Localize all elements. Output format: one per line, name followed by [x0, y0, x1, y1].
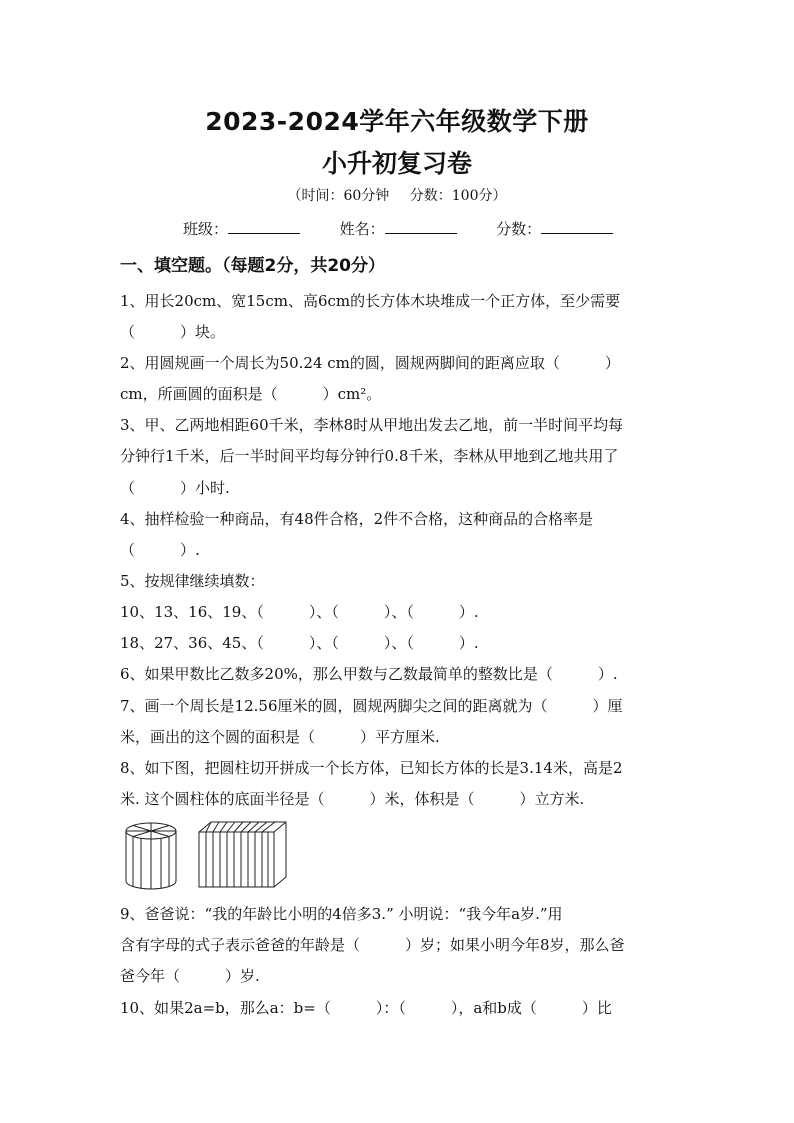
cylinder-to-cuboid-figure: [124, 820, 294, 896]
question-line: 3、甲、乙两地相距60千米，李林8时从甲地出发去乙地，前一半时间平均每: [120, 416, 624, 434]
question-line: 分钟行1千米，后一半时间平均每分钟行0.8千米，李林从甲地到乙地共用了: [120, 447, 619, 465]
exam-time: （时间：60分钟: [287, 188, 390, 204]
question-line: 1、用长20cm、宽15cm、高6cm的长方体木块堆成一个正方体，至少需要: [120, 292, 621, 310]
question-line: 18、27、36、45、（ ）、（ ）、（ ）.: [120, 634, 479, 652]
exam-meta: [0, 185, 794, 205]
section-heading: 一、填空题。（每题2分，共20分）: [120, 256, 385, 276]
question-line: 5、按规律继续填数：: [120, 572, 265, 590]
question-line: 10、如果2a=b，那么a：b=（ ）：（ ），a和b成（ ）比: [120, 999, 612, 1017]
name-label: 姓名：: [339, 220, 385, 238]
question-line: （ ）.: [120, 541, 200, 559]
question-line: 9、爸爸说：“我的年龄比小明的4倍多3.” 小明说：“我今年a岁.”用: [120, 905, 563, 923]
class-label: 班级：: [183, 220, 229, 238]
question-line: 2、用圆规画一个周长为50.24 cm的圆，圆规两脚间的距离应取（ ）: [120, 354, 620, 372]
question-line: 米，画出的这个圆的面积是（ ）平方厘米.: [120, 728, 440, 746]
exam-total-score: 分数：100分）: [409, 188, 507, 204]
score-blank[interactable]: [541, 219, 613, 234]
question-line: 含有字母的式子表示爸爸的年龄是（ ）岁；如果小明今年8岁，那么爸: [120, 936, 625, 954]
question-line: 6、如果甲数比乙数多20%，那么甲数与乙数最简单的整数比是（ ）.: [120, 665, 618, 683]
cuboid-drawing: [199, 822, 286, 887]
question-line: 米. 这个圆柱体的底面半径是（ ）米，体积是（ ）立方米.: [120, 790, 585, 808]
class-blank[interactable]: [228, 219, 300, 234]
exam-title: 2023-2024学年六年级数学下册: [205, 107, 589, 136]
question-line: （ ）块。: [120, 323, 226, 341]
student-info-fields: [183, 218, 613, 239]
figure-svg: [124, 820, 294, 892]
cylinder-drawing: [126, 823, 176, 889]
exam-subtitle: 小升初复习卷: [321, 149, 472, 178]
question-line: 爸今年（ ）岁.: [120, 967, 260, 985]
question-line: （ ）小时.: [120, 479, 230, 497]
question-line: 7、画一个周长是12.56厘米的圆，圆规两脚尖之间的距离就为（ ）厘: [120, 697, 623, 715]
question-line: 8、如下图，把圆柱切开拼成一个长方体，已知长方体的长是3.14米，高是2: [120, 759, 623, 777]
score-label: 分数：: [496, 220, 542, 238]
question-line: 10、13、16、19、（ ）、（ ）、（ ）.: [120, 603, 479, 621]
question-line: 4、抽样检验一种商品，有48件合格，2件不合格，这种商品的合格率是: [120, 510, 594, 528]
question-line: cm，所画圆的面积是（ ）cm²。: [120, 385, 382, 403]
name-blank[interactable]: [385, 219, 457, 234]
